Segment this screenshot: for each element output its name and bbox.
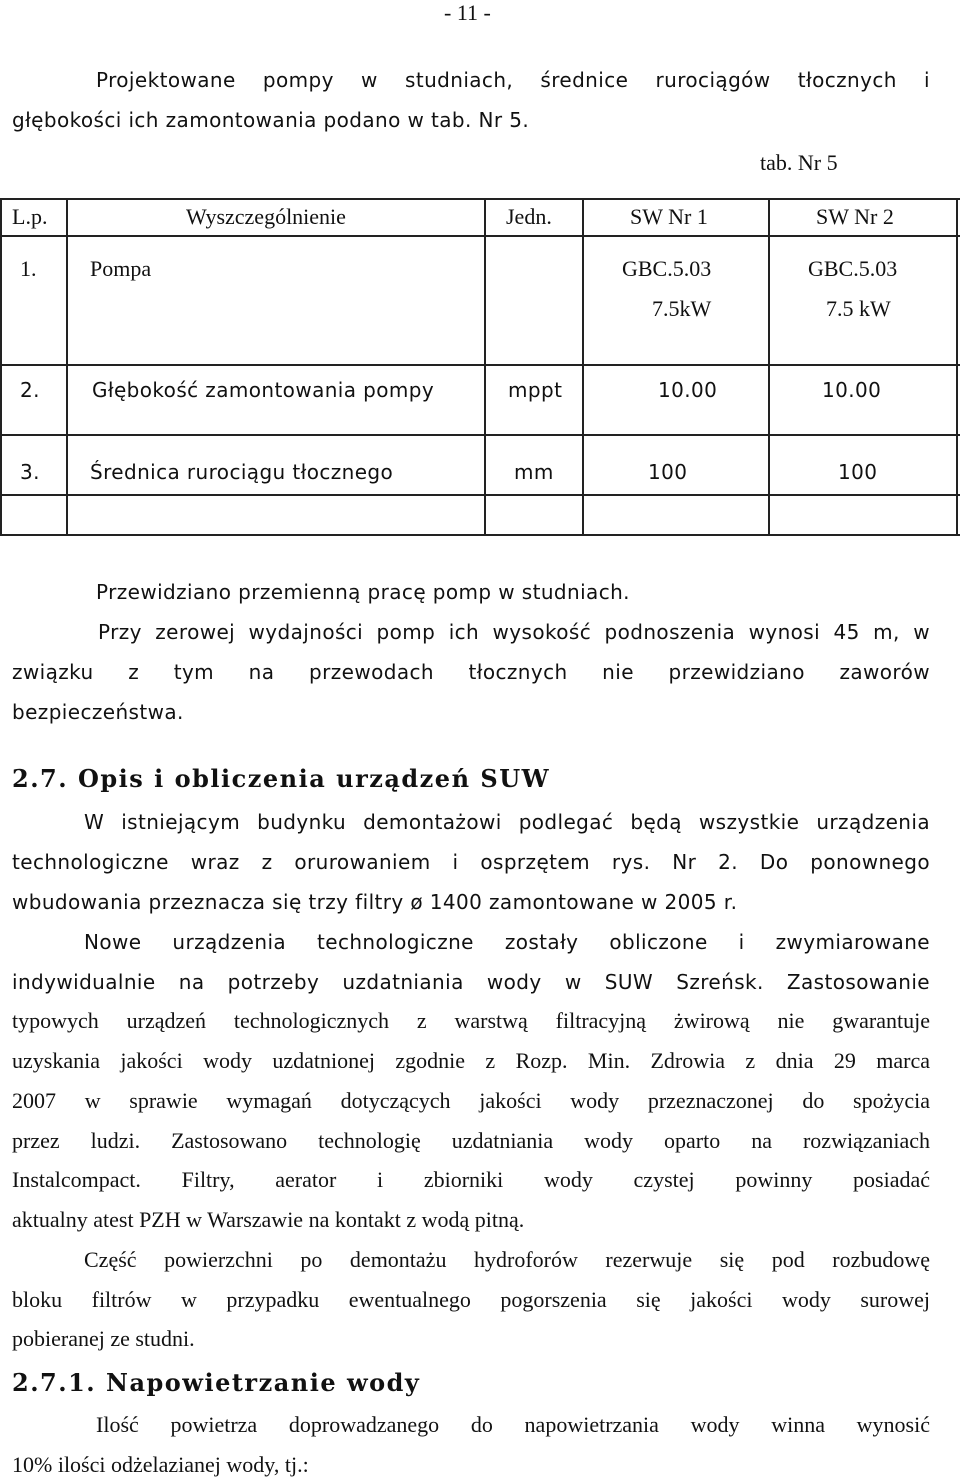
- body-line: 10% ilości odżelazianej wody, tj.:: [12, 1452, 309, 1477]
- table-cell-item: Pompa: [90, 256, 152, 281]
- table-vline: [582, 198, 584, 536]
- table-cell-lp: 2.: [20, 378, 40, 402]
- table-bottom-border: [0, 534, 960, 536]
- table-cell-item: Głębokość zamontowania pompy: [92, 378, 435, 402]
- table-header-cell: Jedn.: [506, 204, 552, 229]
- table-header-rule: [0, 235, 960, 237]
- body-line: bloku filtrów w przypadku ewentualnego pogorszenia się jakości wody surowej: [12, 1287, 930, 1312]
- body-line: indywidualnie na potrzeby uzdatniania wody w SUW Szreńsk. Zastosowanie: [12, 970, 930, 994]
- note-paragraph: bezpieczeństwa.: [12, 700, 184, 724]
- table-cell-sw1: 10.00: [658, 378, 718, 402]
- body-line: Ilość powietrza doprowadzanego do napowietrzania wody winna wynosić: [96, 1412, 930, 1437]
- table-cell-item: Średnica rurociągu tłocznego: [90, 460, 394, 484]
- table-header-cell: SW Nr 2: [816, 204, 894, 229]
- body-line: Nowe urządzenia technologiczne zostały obliczone i zwymiarowane: [84, 930, 930, 954]
- table-header-cell: L.p.: [12, 204, 48, 229]
- body-line: typowych urządzeń technologicznych z warstwą filtracyjną żwirową nie gwarantuje: [12, 1008, 930, 1033]
- body-line: uzyskania jakości wody uzdatnionej zgodnie z Rozp. Min. Zdrowia z dnia 29 marca: [12, 1048, 930, 1073]
- table-row2-rule: [0, 434, 960, 436]
- body-line: aktualny atest PZH w Warszawie na kontakt z wodą pitną.: [12, 1207, 525, 1232]
- body-line: 2007 w sprawie wymagań dotyczących jakości wody przeznaczonej do spożycia: [12, 1088, 930, 1113]
- table-vline: [0, 198, 2, 536]
- table-vline: [484, 198, 486, 536]
- intro-line-2: głębokości ich zamontowania podano w tab. Nr 5.: [12, 108, 530, 132]
- table-cell-lp: 1.: [20, 256, 37, 281]
- body-line: pobieranej ze studni.: [12, 1326, 195, 1351]
- table-cell-lp: 3.: [20, 460, 40, 484]
- note-paragraph: związku z tym na przewodach tłocznych nie przewidziano zaworów: [12, 660, 930, 684]
- table-top-border: [0, 198, 960, 200]
- table-cell-unit: mm: [514, 460, 554, 484]
- table-header-cell: SW Nr 1: [630, 204, 708, 229]
- table-caption: tab. Nr 5: [760, 150, 838, 175]
- table-cell-sw1: 100: [648, 460, 688, 484]
- note-paragraph: Przy zerowej wydajności pomp ich wysokość podnoszenia wynosi 45 m, w: [98, 620, 930, 644]
- table-header-cell: Wyszczególnienie: [186, 204, 346, 229]
- table-vline: [768, 198, 770, 536]
- table-row3-rule: [0, 494, 960, 496]
- body-line: Część powierzchni po demontażu hydroforów rezerwuje się pod rozbudowę: [84, 1247, 930, 1272]
- data-table: [0, 198, 960, 546]
- body-line: W istniejącym budynku demontażowi podlegać będą wszystkie urządzenia: [84, 810, 930, 834]
- body-line: Instalcompact. Filtry, aerator i zbiorniki wody czystej powinny posiadać: [12, 1167, 930, 1192]
- page-number: - 11 -: [444, 0, 491, 25]
- table-vline: [956, 198, 958, 536]
- table-cell-sw1: 7.5kW: [652, 296, 712, 321]
- body-line: wbudowania przeznacza się trzy filtry ø 1400 zamontowane w 2005 r.: [12, 890, 738, 914]
- intro-line-1: Projektowane pompy w studniach, średnice rurociągów tłocznych i: [96, 68, 930, 92]
- table-vline: [66, 198, 68, 536]
- body-line: technologiczne wraz z orurowaniem i osprzętem rys. Nr 2. Do ponownego: [12, 850, 930, 874]
- section-heading: 2.7. Opis i obliczenia urządzeń SUW: [12, 764, 551, 793]
- table-cell-sw2: 100: [838, 460, 878, 484]
- table-cell-sw2: 10.00: [822, 378, 882, 402]
- table-cell-unit: mppt: [508, 378, 563, 402]
- table-cell-sw2: 7.5 kW: [826, 296, 891, 321]
- body-line: przez ludzi. Zastosowano technologię uzdatniania wody oparto na rozwiązaniach: [12, 1128, 930, 1153]
- subsection-heading: 2.7.1. Napowietrzanie wody: [12, 1368, 421, 1397]
- table-cell-sw2: GBC.5.03: [808, 256, 898, 281]
- table-row1-rule: [0, 364, 960, 366]
- note-paragraph: Przewidziano przemienną pracę pomp w studniach.: [96, 580, 630, 604]
- table-cell-sw1: GBC.5.03: [622, 256, 712, 281]
